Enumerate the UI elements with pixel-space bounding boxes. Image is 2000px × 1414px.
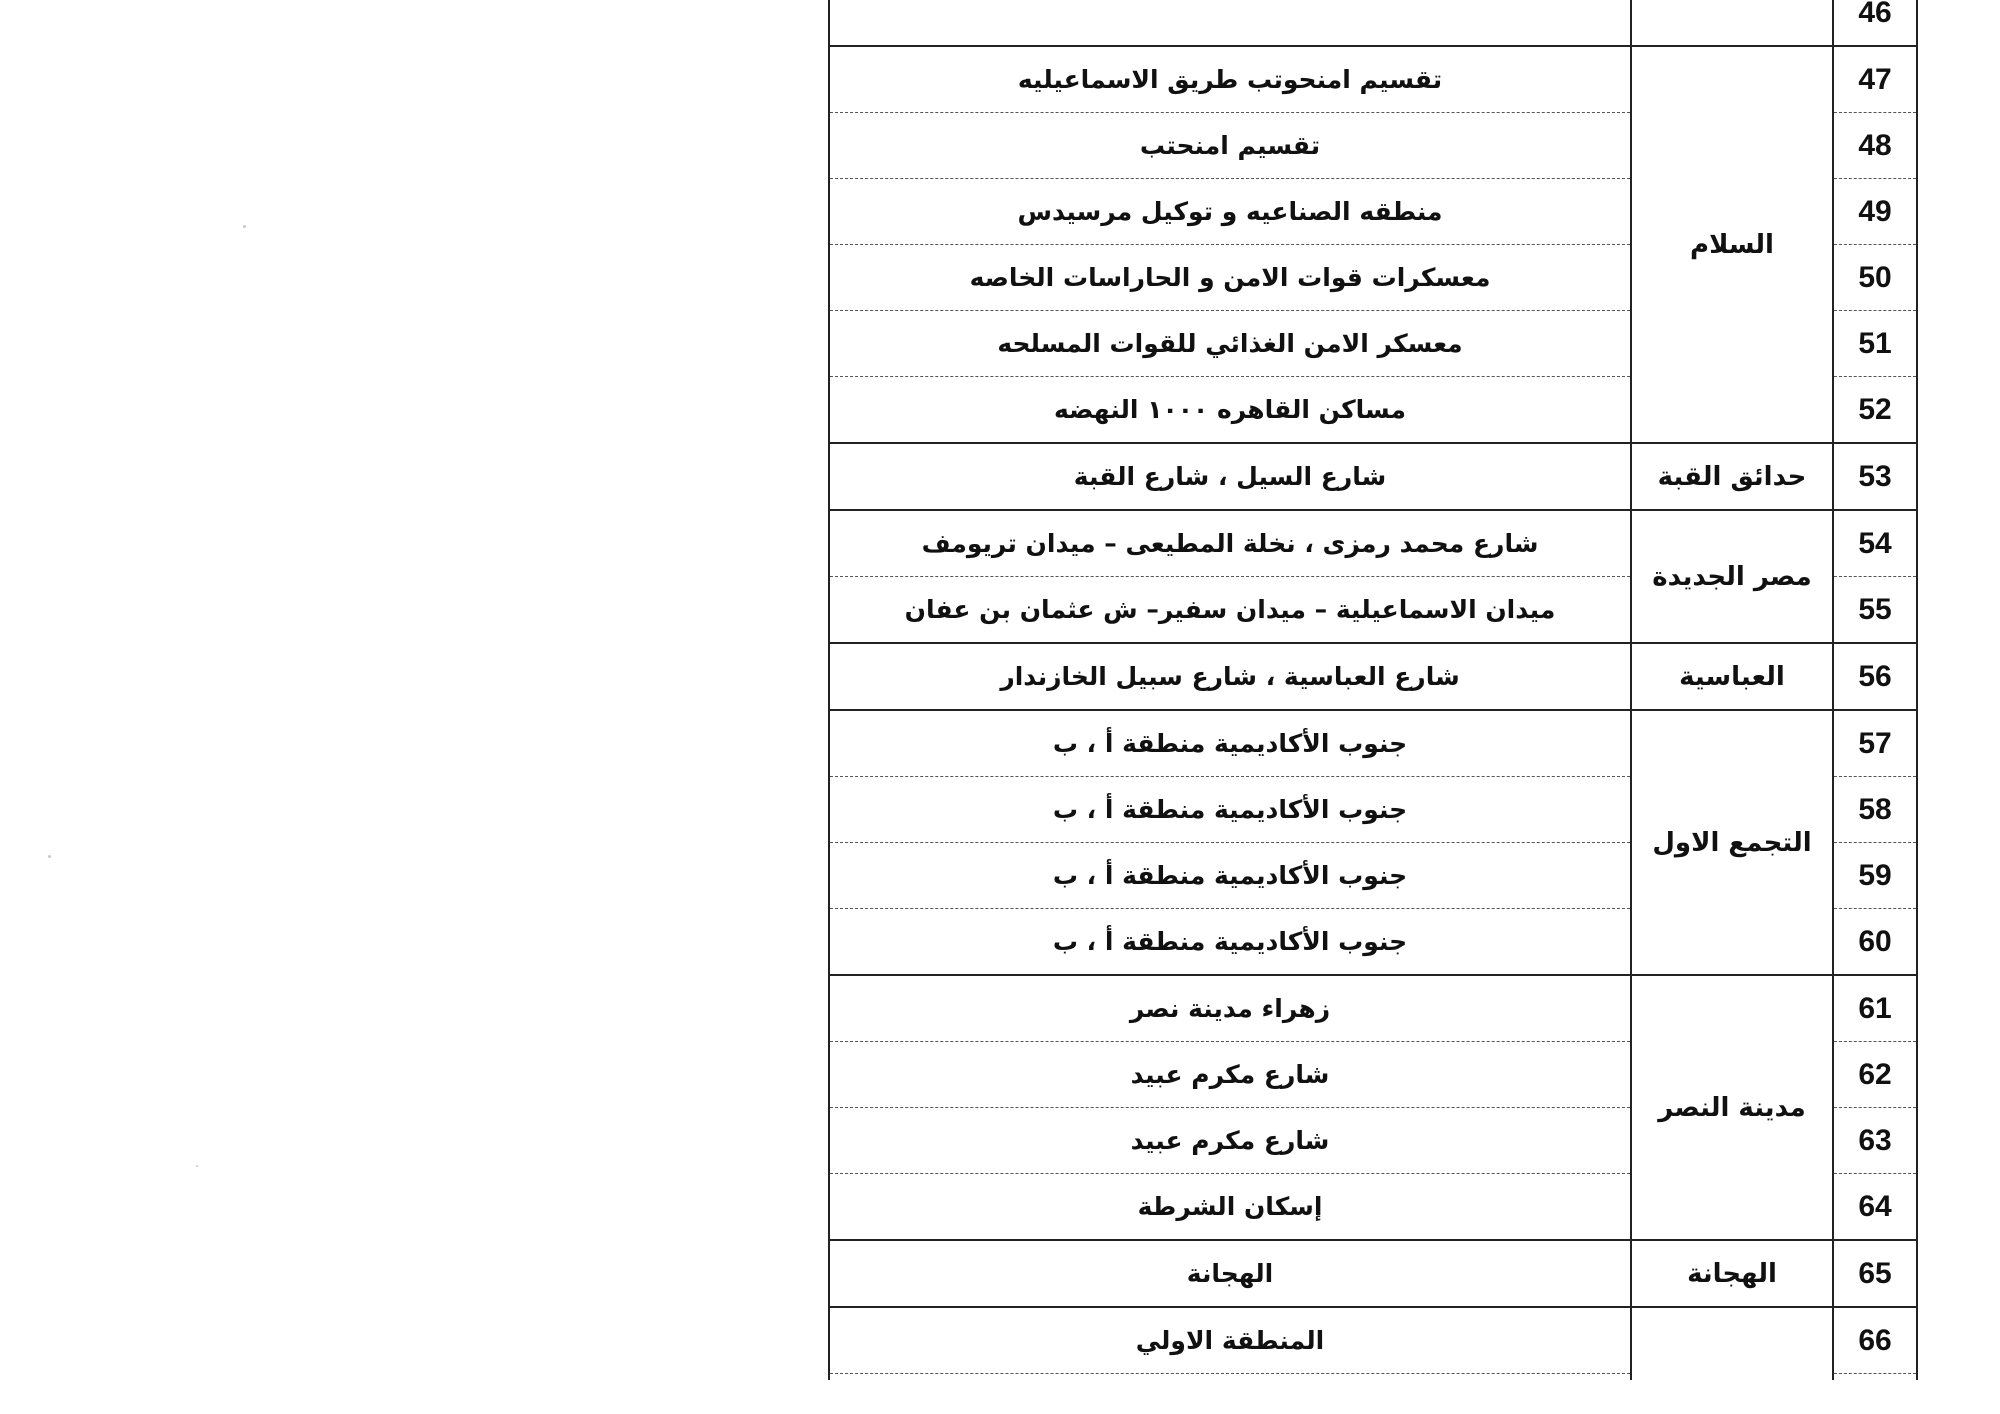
row-number: 60: [1833, 909, 1917, 976]
area-cell: جنوب الأكاديمية منطقة أ ، ب: [829, 710, 1631, 777]
district-cell: السلام: [1631, 46, 1833, 443]
row-number: 47: [1833, 46, 1917, 113]
scan-speck: [196, 1165, 198, 1167]
area-cell: منطقه الصناعيه و توكيل مرسيدس: [829, 179, 1631, 245]
area-cell: زهراء مدينة نصر: [829, 975, 1631, 1042]
area-cell: تقسيم امنحوتب طريق الاسماعيليه: [829, 46, 1631, 113]
area-cell: الهجانة: [829, 1240, 1631, 1307]
row-number: 55: [1833, 577, 1917, 644]
area-cell: شارع العباسية ، شارع سبيل الخازندار: [829, 643, 1631, 710]
row-number: 59: [1833, 843, 1917, 909]
row-number: 61: [1833, 975, 1917, 1042]
row-number: 53: [1833, 443, 1917, 510]
row-number: [1833, 1374, 1917, 1381]
table-region: [828, 0, 1918, 1380]
table-row: [829, 0, 1917, 46]
row-number: 65: [1833, 1240, 1917, 1307]
scan-speck: [243, 225, 246, 228]
table-row: [829, 975, 1917, 1042]
table-row: [829, 510, 1917, 577]
row-number: 57: [1833, 710, 1917, 777]
table-row: [829, 643, 1917, 710]
table-row: [829, 46, 1917, 113]
area-cell: شارع محمد رمزى ، نخلة المطيعى – ميدان تريومف: [829, 510, 1631, 577]
district-cell: حدائق القبة: [1631, 443, 1833, 510]
locations-table: [828, 0, 1918, 1380]
table-row: [829, 1307, 1917, 1374]
table-body: [829, 0, 1917, 1380]
area-cell: [829, 0, 1631, 46]
row-number: 48: [1833, 113, 1917, 179]
area-cell: مساكن القاهره ١٠٠٠ النهضه: [829, 377, 1631, 444]
district-cell: [1631, 1307, 1833, 1380]
area-cell: جنوب الأكاديمية منطقة أ ، ب: [829, 777, 1631, 843]
row-number: 66: [1833, 1307, 1917, 1374]
scan-speck: [48, 855, 51, 858]
area-cell: جنوب الأكاديمية منطقة أ ، ب: [829, 843, 1631, 909]
row-number: 58: [1833, 777, 1917, 843]
area-cell: معسكرات قوات الامن و الحاراسات الخاصه: [829, 245, 1631, 311]
table-row: [829, 443, 1917, 510]
area-cell: المنطقة الاولي: [829, 1307, 1631, 1374]
row-number: 56: [1833, 643, 1917, 710]
district-cell: مدينة النصر: [1631, 975, 1833, 1240]
row-number: 52: [1833, 377, 1917, 444]
area-cell: تقسيم امنحتب: [829, 113, 1631, 179]
district-cell: مصر الجديدة: [1631, 510, 1833, 643]
row-number: 63: [1833, 1108, 1917, 1174]
area-cell: شارع مكرم عبيد: [829, 1108, 1631, 1174]
row-number: 62: [1833, 1042, 1917, 1108]
table-row: [829, 1240, 1917, 1307]
area-cell: ميدان الاسماعيلية – ميدان سفير– ش عثمان بن عفان: [829, 577, 1631, 644]
district-cell: [1631, 0, 1833, 46]
table-row: [829, 710, 1917, 777]
row-number: 64: [1833, 1174, 1917, 1241]
row-number: 49: [1833, 179, 1917, 245]
area-cell: معسكر الامن الغذائي للقوات المسلحه: [829, 311, 1631, 377]
area-cell: شارع مكرم عبيد: [829, 1042, 1631, 1108]
area-cell: [829, 1374, 1631, 1381]
district-cell: الهجانة: [1631, 1240, 1833, 1307]
district-cell: التجمع الاول: [1631, 710, 1833, 975]
area-cell: شارع السيل ، شارع القبة: [829, 443, 1631, 510]
row-number: 54: [1833, 510, 1917, 577]
row-number: 46: [1833, 0, 1917, 46]
area-cell: إسكان الشرطة: [829, 1174, 1631, 1241]
area-cell: جنوب الأكاديمية منطقة أ ، ب: [829, 909, 1631, 976]
district-cell: العباسية: [1631, 643, 1833, 710]
row-number: 50: [1833, 245, 1917, 311]
row-number: 51: [1833, 311, 1917, 377]
